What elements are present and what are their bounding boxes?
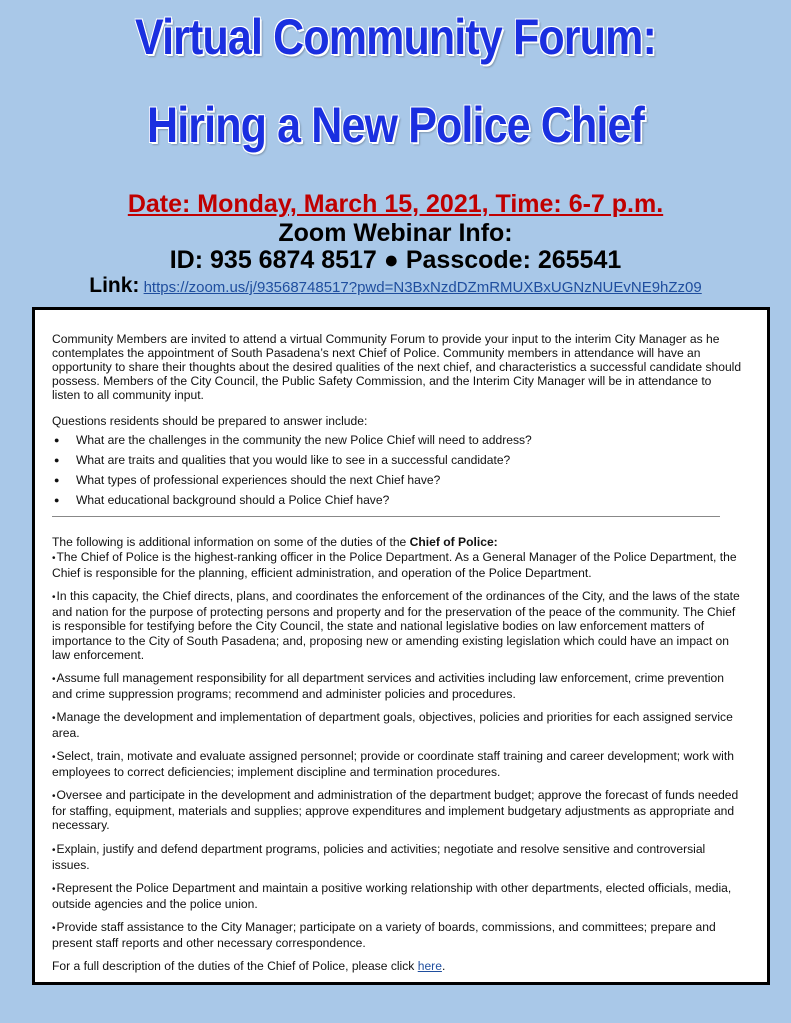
- question-item: ● What are the challenges in the community the new Police Chief will need to address?: [52, 433, 742, 447]
- date-time: Date: Monday, March 15, 2021, Time: 6-7 p.m.: [127, 190, 664, 218]
- duties-intro: [52, 535, 742, 549]
- duty-text: The Chief of Police is the highest-ranking officer in the Police Department. As a General Manager of the Police Department, the Chief is responsible for the planning, efficient administration, and operation of the Police Department.: [52, 550, 737, 581]
- here-link[interactable]: here: [417, 959, 442, 974]
- footer-text: For a full description of the duties of the Chief of Police, please click: [52, 959, 415, 974]
- bullet: •: [52, 592, 56, 604]
- webinar-info-heading: Zoom Webinar Info:: [278, 219, 513, 247]
- duty-text: Explain, justify and defend department programs, policies and activities; negotiate and resolve sensitive and controversial issues.: [52, 841, 706, 872]
- duty-text: Provide staff assistance to the City Manager; participate on a variety of boards, commissions, and committees; prepare and present staff reports and other necessary correspondence.: [52, 919, 716, 950]
- duties-intro-text: The following is additional information on some of the duties of the: [52, 534, 407, 549]
- question-item: ● What educational background should a Police Chief have?: [52, 493, 742, 507]
- duty-text: Represent the Police Department and maintain a positive working relationship with other departments, elected officials, media, outside agencies and the police union.: [52, 880, 732, 911]
- questions-heading: Questions residents should be prepared to answer include:: [52, 414, 368, 429]
- link-label: Link:: [89, 274, 140, 297]
- link-row: [0, 274, 791, 298]
- webinar-id-passcode: ID: 935 6874 8517 ● Passcode: 265541: [169, 246, 622, 274]
- duty-text: Assume full management responsibility for all department services and activities including law enforcement, crime prevention and crime suppression programs; recommend and administer policies and procedures.: [52, 670, 724, 701]
- bullet: •: [52, 791, 56, 803]
- duty-text: Manage the development and implementation of department goals, objectives, policies and priorities for each assigned service area.: [52, 709, 733, 740]
- duty-item: [52, 842, 742, 872]
- bullet: •: [52, 922, 56, 934]
- duty-item: [52, 710, 742, 740]
- question-item: ● What are traits and qualities that you would like to see in a successful candidate?: [52, 453, 742, 467]
- duty-item: [52, 550, 742, 580]
- duty-text: Select, train, motivate and evaluate assigned personnel; provide or coordinate staff training and career development; work with employees to correct deficiencies; implement discipline and termination procedures.: [52, 749, 734, 780]
- footer-period: .: [441, 959, 446, 974]
- bullet: •: [52, 844, 56, 856]
- duty-text: In this capacity, the Chief directs, plans, and coordinates the enforcement of the ordinances of the City, and the laws of the state and nation for the purpose of protecting persons and property and for the preservation of the peace of the community. The Chief is responsible for testifying before the City Council, the state and national legislative bodies on law enforcement matters of importance to the City of South Pasadena; and, proposing new or amending existing legislation which could have an impact on law enforcement.: [52, 589, 740, 662]
- duty-item: [52, 589, 742, 661]
- duty-item: [52, 881, 742, 911]
- duty-item: [52, 788, 742, 832]
- bullet: •: [52, 712, 56, 724]
- duties-intro-bold: Chief of Police:: [409, 534, 498, 549]
- bullet: •: [52, 883, 56, 895]
- duty-text: Oversee and participate in the development and administration of the department budget; approve the forecast of funds needed for staffing, equipment, materials and supplies; approve expenditures and implement budgetary adjustments as appropriate and necessary.: [52, 788, 739, 833]
- info-panel-content: [52, 332, 742, 982]
- duty-item: [52, 671, 742, 701]
- questions-list: [52, 433, 742, 507]
- bullet: •: [52, 673, 56, 685]
- title-line-1: Virtual Community Forum:: [135, 9, 656, 65]
- duty-item: [52, 920, 742, 950]
- info-panel: [32, 307, 770, 985]
- question-item: ● What types of professional experiences should the next Chief have?: [52, 473, 742, 487]
- footer-line: [52, 959, 742, 973]
- zoom-link[interactable]: https://zoom.us/j/93568748517?pwd=N3BxNzdDZmRMUXBxUGNzNUEvNE9hZz09: [143, 279, 702, 296]
- bullet: •: [52, 752, 56, 764]
- intro-paragraph: Community Members are invited to attend a virtual Community Forum to provide your input to the interim City Manager as he contemplates the appointment of South Pasadena’s next Chief of Police. Community members in attendance will have an opportunity to share their thoughts about the desired qualities of the next chief, and characteristics a successful candidate should possess. Members of the City Council, the Public Safety Commission, and the Interim City Manager will be in attendance to listen to all community input.: [52, 332, 742, 403]
- divider: [52, 516, 720, 517]
- duty-item: [52, 749, 742, 779]
- bullet: •: [52, 553, 56, 565]
- title-line-2: Hiring a New Police Chief: [147, 97, 644, 153]
